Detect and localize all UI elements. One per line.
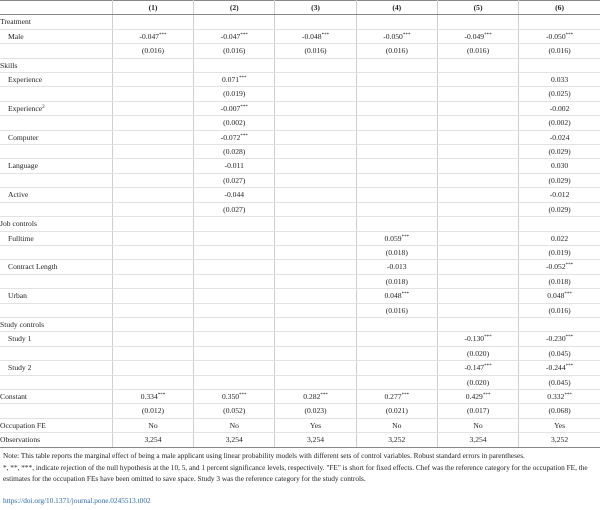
table-row [0, 73, 600, 87]
significance-stars: *** [482, 392, 491, 398]
significance-stars: *** [565, 335, 574, 341]
table-row [0, 303, 600, 317]
note-text: Note: This table reports the marginal effect of being a male applicant using linear probability models with different sets of control variables. Robust standard errors in parentheses. [3, 451, 525, 460]
table-cell [194, 332, 275, 346]
row-label [0, 145, 112, 159]
table-cell: 3,254 [112, 433, 193, 447]
table-cell: (0.018) [356, 274, 437, 288]
row-label-text: Contract Length [8, 262, 58, 272]
column-header: (6) [519, 1, 600, 15]
significance-stars: *** [240, 133, 248, 139]
table-cell [437, 317, 518, 331]
row-label-text: Fulltime [8, 233, 34, 243]
table-cell [437, 188, 518, 202]
table-cell: 0.048*** [356, 289, 437, 303]
table-cell [275, 317, 356, 331]
table-cell: -0.052*** [519, 260, 600, 274]
table-cell: (0.016) [519, 44, 600, 58]
table-cell [112, 332, 193, 346]
table-cell [194, 260, 275, 274]
table-cell [356, 130, 437, 144]
table-cell [112, 260, 193, 274]
table-cell: (0.018) [356, 245, 437, 259]
table-row [0, 274, 600, 288]
table-cell: (0.016) [194, 44, 275, 58]
doi-link[interactable]: https://doi.org/10.1371/journal.pone.0245513.t002 [3, 496, 151, 505]
table-cell [275, 173, 356, 187]
row-label-text: Study controls [0, 319, 45, 329]
row-label-text: Observations [0, 435, 41, 445]
table-row [0, 87, 600, 101]
row-label-text: Job controls [0, 219, 37, 229]
row-label [0, 303, 112, 317]
table-cell: 0.332*** [519, 389, 600, 403]
row-label [0, 289, 112, 303]
table-cell: (0.029) [519, 202, 600, 216]
table-cell: -0.002 [519, 101, 600, 115]
table-cell: (0.028) [194, 145, 275, 159]
significance-stars: *** [320, 392, 328, 398]
table-cell: 0.429*** [437, 389, 518, 403]
table-cell [194, 361, 275, 375]
table-cell [437, 245, 518, 259]
table-cell [112, 361, 193, 375]
table-row [0, 404, 600, 418]
table-cell [356, 159, 437, 173]
table-cell [437, 116, 518, 130]
table-cell [194, 231, 275, 245]
table-row [0, 188, 600, 202]
table-row [0, 332, 600, 346]
table-header-row [0, 1, 600, 15]
row-label [0, 188, 112, 202]
table-cell [194, 58, 275, 72]
table-cell: (0.029) [519, 173, 600, 187]
table-cell [356, 217, 437, 231]
table-cell [437, 274, 518, 288]
row-label [0, 101, 112, 115]
table-row [0, 44, 600, 58]
row-label [0, 116, 112, 130]
row-label [0, 332, 112, 346]
row-label-text: Computer [8, 132, 39, 142]
table-cell [194, 245, 275, 259]
table-cell [356, 332, 437, 346]
table-cell: -0.044 [194, 188, 275, 202]
table-cell: -0.147*** [437, 361, 518, 375]
table-row [0, 418, 600, 432]
table-cell [275, 303, 356, 317]
table-cell: (0.019) [194, 87, 275, 101]
row-label [0, 44, 112, 58]
column-header: (2) [194, 1, 275, 15]
table-cell: 0.334*** [112, 389, 193, 403]
table-cell: (0.016) [356, 303, 437, 317]
table-row [0, 231, 600, 245]
table-cell [194, 289, 275, 303]
row-label-text: Constant [0, 391, 28, 401]
significance-stars: *** [401, 234, 410, 240]
row-label [0, 260, 112, 274]
table-cell [437, 73, 518, 87]
significance-stars: *** [239, 76, 247, 82]
table-row [0, 289, 600, 303]
table-cell [519, 15, 600, 29]
table-cell [519, 58, 600, 72]
table-cell: (0.020) [437, 346, 518, 360]
table-cell [112, 346, 193, 360]
table-cell [112, 73, 193, 87]
table-cell [356, 116, 437, 130]
table-cell: (0.016) [356, 44, 437, 58]
table-row [0, 375, 600, 389]
table-cell [356, 73, 437, 87]
row-label [0, 15, 112, 29]
table-cell [275, 375, 356, 389]
significance-stars: *** [565, 364, 574, 370]
significance-stars: *** [484, 364, 492, 370]
table-cell [519, 217, 600, 231]
row-label-text: Study 2 [8, 363, 32, 373]
table-cell [275, 15, 356, 29]
row-label [0, 418, 112, 432]
table-cell [275, 217, 356, 231]
table-cell: -0.049*** [437, 29, 518, 43]
row-label [0, 173, 112, 187]
table-cell: -0.050*** [519, 29, 600, 43]
table-cell [356, 173, 437, 187]
table-row [0, 130, 600, 144]
significance-stars: *** [401, 292, 410, 298]
significance-stars: *** [401, 392, 410, 398]
table-cell [356, 87, 437, 101]
table-cell: (0.021) [356, 404, 437, 418]
table-cell [112, 317, 193, 331]
row-label-text: Male [8, 31, 24, 41]
column-header: (4) [356, 1, 437, 15]
table-cell [437, 145, 518, 159]
table-cell: 0.030 [519, 159, 600, 173]
table-cell [112, 375, 193, 389]
table-cell: No [356, 418, 437, 432]
table-cell [112, 58, 193, 72]
table-cell: -0.012 [519, 188, 600, 202]
table-cell [356, 361, 437, 375]
table-cell: 3,252 [356, 433, 437, 447]
table-row [0, 202, 600, 216]
table-cell: 0.048*** [519, 289, 600, 303]
column-header: (3) [275, 1, 356, 15]
table-cell: (0.020) [437, 375, 518, 389]
row-label [0, 317, 112, 331]
table-cell [112, 159, 193, 173]
table-cell: Yes [519, 418, 600, 432]
table-cell [194, 375, 275, 389]
table-cell [356, 202, 437, 216]
table-row [0, 29, 600, 43]
table-row [0, 116, 600, 130]
table-cell: No [194, 418, 275, 432]
column-header: (5) [437, 1, 518, 15]
table-cell [112, 303, 193, 317]
table-cell [275, 361, 356, 375]
table-cell [356, 188, 437, 202]
table-cell: 3,254 [194, 433, 275, 447]
table-cell [275, 289, 356, 303]
table-cell: (0.016) [112, 44, 193, 58]
table-cell [194, 274, 275, 288]
table-cell: -0.230*** [519, 332, 600, 346]
table-cell [112, 173, 193, 187]
table-row [0, 101, 600, 115]
table-cell: (0.016) [275, 44, 356, 58]
table-cell [194, 346, 275, 360]
table-cell [112, 188, 193, 202]
row-label-text: Study 1 [8, 334, 32, 344]
header-blank [0, 1, 112, 15]
significance-stars: *** [240, 104, 248, 110]
row-label [0, 73, 112, 87]
row-label [0, 130, 112, 144]
table-row [0, 145, 600, 159]
table-cell [356, 346, 437, 360]
table-cell [437, 303, 518, 317]
table-row [0, 15, 600, 29]
table-cell [275, 346, 356, 360]
table-cell [437, 15, 518, 29]
table-cell [275, 245, 356, 259]
table-cell [356, 317, 437, 331]
table-cell [275, 101, 356, 115]
table-cell: (0.019) [519, 245, 600, 259]
significance-stars: *** [564, 292, 572, 298]
table-cell [275, 274, 356, 288]
row-label-text: Skills [0, 60, 18, 70]
row-label [0, 245, 112, 259]
table-cell [437, 202, 518, 216]
table-cell [356, 101, 437, 115]
table-cell [275, 159, 356, 173]
table-cell [437, 217, 518, 231]
table-cell: -0.072*** [194, 130, 275, 144]
significance-stars: *** [484, 32, 492, 38]
table-cell [519, 317, 600, 331]
table-cell: (0.052) [194, 404, 275, 418]
table-row [0, 217, 600, 231]
table-cell: (0.027) [194, 202, 275, 216]
table-cell: (0.045) [519, 346, 600, 360]
table-cell: -0.013 [356, 260, 437, 274]
table-cell [112, 15, 193, 29]
table-row [0, 159, 600, 173]
table-cell [437, 159, 518, 173]
table-cell: (0.017) [437, 404, 518, 418]
table-cell [112, 202, 193, 216]
row-label-text: Urban [8, 291, 27, 301]
significance-stars: *** [565, 263, 574, 269]
table-cell: (0.029) [519, 145, 600, 159]
table-cell: (0.068) [519, 404, 600, 418]
table-cell [275, 73, 356, 87]
row-label-text: Occupation FE [0, 420, 46, 430]
table-row [0, 260, 600, 274]
table-cell: -0.244*** [519, 361, 600, 375]
table-cell: (0.012) [112, 404, 193, 418]
row-label [0, 404, 112, 418]
table-row [0, 317, 600, 331]
table-cell: -0.047*** [112, 29, 193, 43]
table-cell: No [112, 418, 193, 432]
table-cell [437, 260, 518, 274]
table-row [0, 245, 600, 259]
row-label [0, 375, 112, 389]
table-cell [112, 245, 193, 259]
table-cell [356, 58, 437, 72]
table-cell [275, 231, 356, 245]
table-cell: (0.023) [275, 404, 356, 418]
table-cell [275, 58, 356, 72]
table-cell [437, 87, 518, 101]
significance-stars: *** [159, 32, 167, 38]
table-cell [112, 145, 193, 159]
table-cell [437, 130, 518, 144]
table-cell [275, 145, 356, 159]
table-cell [356, 375, 437, 389]
table-cell [356, 15, 437, 29]
significance-stars: *** [240, 32, 248, 38]
significance-stars: *** [321, 32, 330, 38]
table-row [0, 346, 600, 360]
table-cell [112, 116, 193, 130]
table-notes [3, 451, 597, 486]
table-cell [112, 217, 193, 231]
table-cell [112, 274, 193, 288]
table-cell [275, 188, 356, 202]
table-cell [437, 58, 518, 72]
significance-stars: *** [402, 32, 411, 38]
table-cell: -0.050*** [356, 29, 437, 43]
table-cell: 0.350*** [194, 389, 275, 403]
table-row [0, 173, 600, 187]
row-label [0, 29, 112, 43]
table-cell: -0.007*** [194, 101, 275, 115]
table-cell [112, 130, 193, 144]
table-cell: 0.033 [519, 73, 600, 87]
table-cell [112, 87, 193, 101]
table-cell: 0.071*** [194, 73, 275, 87]
table-cell: No [437, 418, 518, 432]
table-cell [194, 15, 275, 29]
table-cell: (0.002) [519, 116, 600, 130]
table-cell [275, 116, 356, 130]
table-cell: 0.277*** [356, 389, 437, 403]
row-label-text: Experience [8, 103, 43, 113]
significance-stars: *** [564, 392, 572, 398]
table-cell [275, 202, 356, 216]
table-cell [194, 303, 275, 317]
table-row [0, 433, 600, 447]
table-cell [437, 173, 518, 187]
row-label [0, 217, 112, 231]
row-label-text: Active [8, 190, 29, 200]
table-cell: -0.047*** [194, 29, 275, 43]
row-label [0, 58, 112, 72]
table-cell [275, 260, 356, 274]
table-body [0, 15, 600, 447]
significance-note: *, **, ***, indicate rejection of the null hypothesis at the 10, 5, and 1 percent significance levels, respectively. "FE" is short for fixed effects. Chef was the reference category for the occupation FE, the estimates for the occupation FEs have been omitted to save space. Study 3 was the reference category for the study controls. [3, 463, 588, 483]
table-cell [437, 101, 518, 115]
row-label-text: Treatment [0, 17, 31, 27]
table-cell [356, 145, 437, 159]
row-label-text: Experience [8, 75, 43, 85]
table-cell: (0.027) [194, 173, 275, 187]
table-cell: (0.045) [519, 375, 600, 389]
significance-stars: *** [565, 32, 574, 38]
row-label [0, 159, 112, 173]
row-label [0, 202, 112, 216]
significance-stars: *** [239, 392, 247, 398]
significance-stars: *** [157, 392, 166, 398]
table-cell: 3,252 [519, 433, 600, 447]
table-cell: (0.016) [519, 303, 600, 317]
table-cell [112, 289, 193, 303]
row-label-text: Language [8, 161, 38, 171]
table-cell: 0.059*** [356, 231, 437, 245]
table-row [0, 389, 600, 403]
table-cell [194, 317, 275, 331]
row-label [0, 389, 112, 403]
row-label [0, 361, 112, 375]
table-cell [275, 130, 356, 144]
table-cell: Yes [275, 418, 356, 432]
table-cell [112, 231, 193, 245]
column-header: (1) [112, 1, 193, 15]
table-row [0, 58, 600, 72]
table-cell: 3,254 [275, 433, 356, 447]
table-cell [437, 289, 518, 303]
significance-stars: *** [484, 335, 492, 341]
row-label [0, 346, 112, 360]
row-label [0, 231, 112, 245]
table-cell [194, 217, 275, 231]
table-row [0, 361, 600, 375]
row-label [0, 274, 112, 288]
table-cell: -0.024 [519, 130, 600, 144]
row-label [0, 87, 112, 101]
table-cell: -0.048*** [275, 29, 356, 43]
table-cell: (0.018) [519, 274, 600, 288]
table-cell: -0.130*** [437, 332, 518, 346]
row-label [0, 433, 112, 447]
table-cell: (0.002) [194, 116, 275, 130]
table-cell [437, 231, 518, 245]
table-cell: (0.016) [437, 44, 518, 58]
superscript: 2 [42, 104, 45, 110]
table-cell [275, 332, 356, 346]
table-cell: (0.025) [519, 87, 600, 101]
table-cell: 0.282*** [275, 389, 356, 403]
table-cell: 3,254 [437, 433, 518, 447]
table-cell [112, 101, 193, 115]
table-cell: 0.022 [519, 231, 600, 245]
table-cell: -0.011 [194, 159, 275, 173]
table-cell [275, 87, 356, 101]
